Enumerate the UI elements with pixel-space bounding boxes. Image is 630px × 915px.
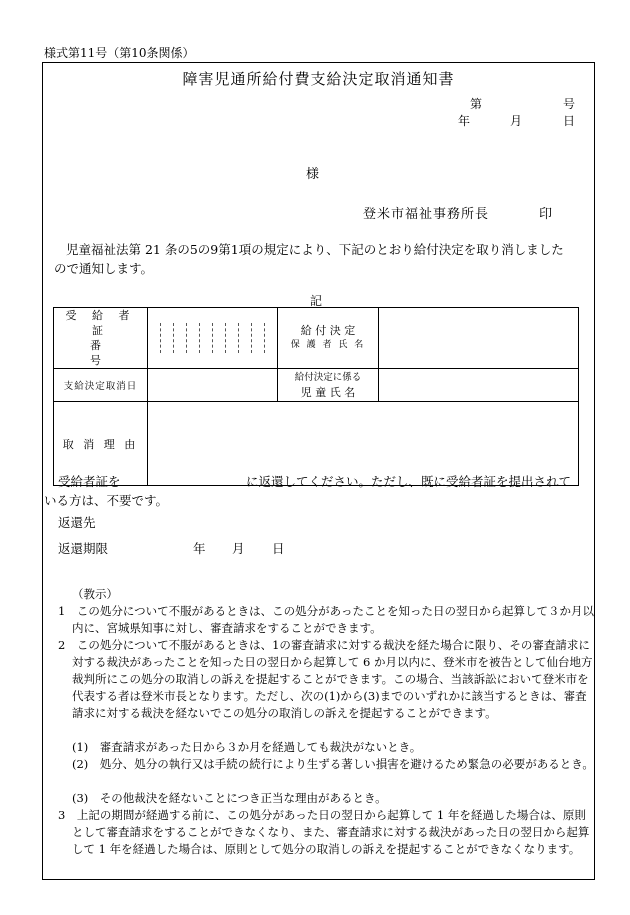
record-table — [53, 307, 579, 486]
note-sub-2: (2) 処分、処分の執行又は手続の続行により生ずる著しい損害を避けるため緊急の必要があるとき。 — [72, 757, 594, 771]
note-sub-1: (1) 審査請求があった日から３か月を経過しても裁決がないとき。 — [72, 740, 422, 754]
cancel-reason-label: 取 消 理 由 — [54, 402, 148, 486]
body-text: 児童福祉法第 21 条の5の9第1項の規定により、下記のとおり給付決定を取り消しましたので通知します。 — [54, 242, 564, 276]
return-notice-2: に返還してください。ただし、既に受給者証を提出されている方は、不要です。 — [44, 474, 572, 508]
note-item-3: 3 上記の期間が経過する前に、この処分があった日の翌日から起算して 1 年を経過した場合は、原則として審査請求をすることができなくなり、また、審査請求に対する裁決があった日の翌日から起算して 1 年を経過した場合は、原則として処分の取消しの訴えを提起することができなくなります。 — [58, 808, 590, 856]
cancel-date-label: 支給決定取消日 — [54, 369, 148, 402]
cancel-date-value — [148, 369, 278, 402]
form-number: 様式第11号（第10条関係） — [44, 46, 195, 60]
recipient-cert-label — [54, 308, 148, 369]
return-notice-1: 受給者証を — [58, 474, 121, 489]
notes-heading: （教示） — [72, 587, 118, 601]
return-deadline-day: 日 — [272, 541, 285, 556]
child-label-1: 給付決定に係る — [294, 372, 362, 383]
guardian-label-1: 給 付 決 定 — [300, 324, 356, 337]
seal-mark: 印 — [539, 207, 553, 222]
addressee-suffix: 様 — [306, 167, 320, 182]
return-deadline-month: 月 — [232, 541, 245, 556]
guardian-name-value — [379, 308, 579, 369]
recipient-cert-label-1: 受 給 者 証 — [65, 309, 136, 337]
ki-heading: 記 — [310, 294, 323, 308]
issuer-name: 登米市福祉事務所長 — [363, 207, 490, 222]
return-deadline-year: 年 — [193, 541, 206, 556]
note-sub-3: (3) その他裁決を経ないことにつき正当な理由があるとき。 — [72, 791, 387, 805]
date-year: 年 — [458, 114, 471, 128]
date-month: 月 — [510, 114, 523, 128]
recipient-cert-label-2: 番 号 — [90, 339, 141, 367]
child-name-value — [379, 369, 579, 402]
return-destination-label: 返還先 — [58, 515, 96, 530]
recipient-cert-number-boxes — [148, 308, 278, 369]
guardian-label-2: 保 護 者 氏 名 — [290, 340, 366, 350]
note-item-1: 1 この処分について不服があるときは、この処分があったことを知った日の翌日から起算して３か月以内に、宮城県知事に対し、審査請求をすることができます。 — [58, 604, 594, 635]
note-item-2: 2 この処分について不服があるときは、1の審査請求に対する裁決を経た場合に限り、その審査請求に対する裁決があったことを知った日の翌日から起算して 6 か月以内に、登米市を被告として仙台地方裁判所にこの処分の取消しの訴えを提起することができます。この場合、当該訴訟において登米市を代表する者は登米市長となります。ただし、次の(1)から(3)までのいずれかに該当するときは、審査請求に対する裁決を経ないでこの処分の取消しの訴えを提起することができます。 — [58, 638, 593, 720]
number-label: 第 — [470, 97, 483, 111]
number-suffix: 号 — [563, 97, 576, 111]
document-title: 障害児通所給付費支給決定取消通知書 — [182, 70, 455, 88]
child-name-label — [278, 369, 379, 402]
date-day: 日 — [563, 114, 576, 128]
child-label-2: 児 童 氏 名 — [300, 386, 356, 399]
return-deadline-label: 返還期限 — [58, 541, 109, 556]
guardian-name-label — [278, 308, 379, 369]
